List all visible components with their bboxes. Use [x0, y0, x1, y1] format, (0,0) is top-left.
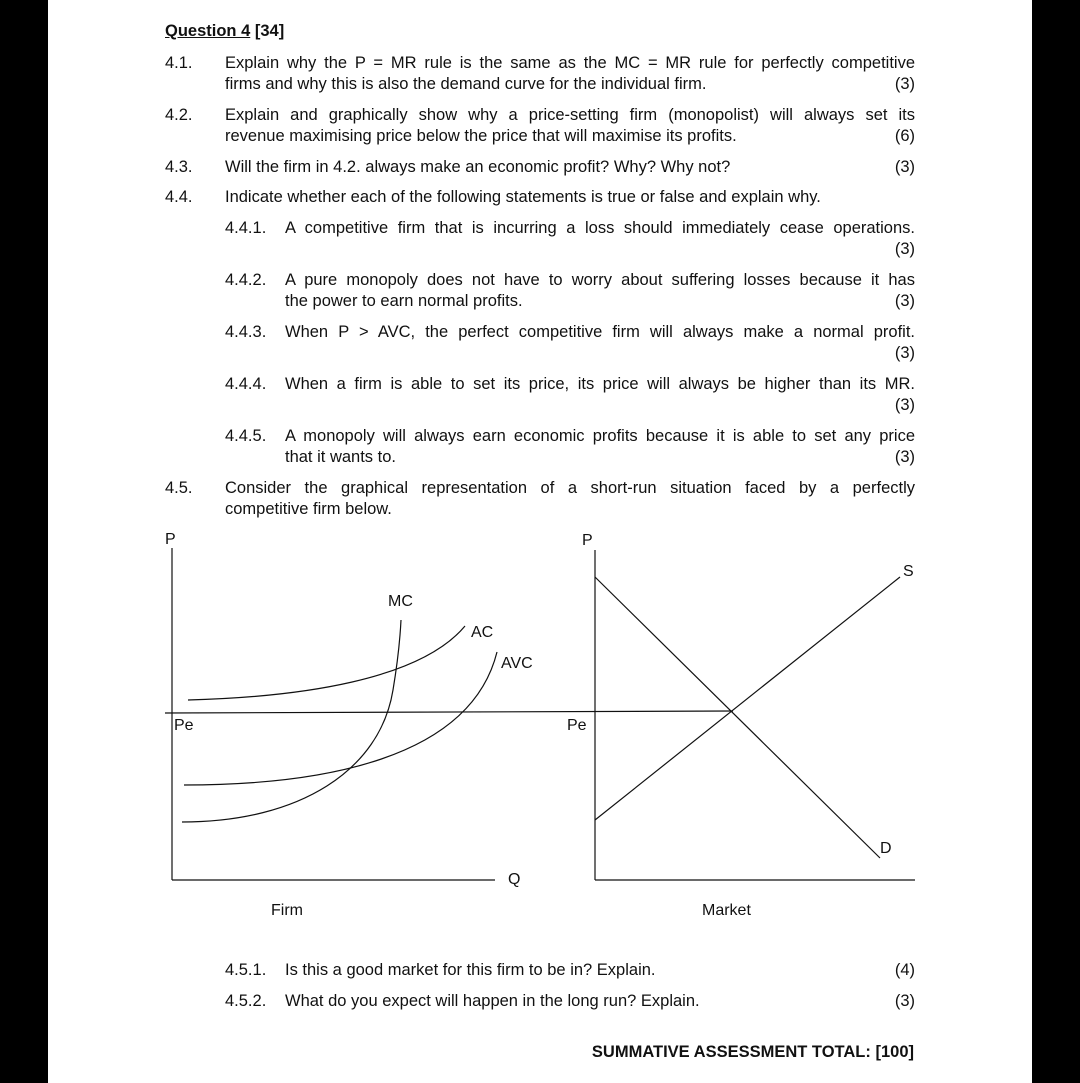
question-4-5-2-marks: (3): [894, 992, 915, 1010]
summative-total: SUMMATIVE ASSESSMENT TOTAL: [100]: [591, 1043, 914, 1061]
avc-curve: [184, 652, 497, 785]
question-4-3-line-1: Will the firm in 4.2. always make an economic profit? Why? Why not?: [225, 158, 731, 176]
ac-curve: [188, 626, 465, 700]
question-4-2-marks: (6): [894, 127, 915, 145]
question-4-4-4-marks: (3): [894, 396, 915, 414]
question-4-4-1-number: 4.4.1.: [225, 219, 267, 237]
question-4-4-2-number: 4.4.2.: [225, 271, 267, 289]
pe-price-line: [165, 711, 733, 713]
question-4-4-1-marks: (3): [894, 240, 915, 258]
question-4-2-number: 4.2.: [165, 106, 193, 124]
question-4-4-2-marks: (3): [894, 292, 915, 310]
market-caption: Market: [702, 902, 751, 919]
question-4-4-number: 4.4.: [165, 188, 193, 206]
demand-label: D: [880, 840, 892, 857]
avc-label: AVC: [501, 655, 533, 672]
mc-label: MC: [388, 593, 413, 610]
firm-y-axis-label: P: [165, 531, 176, 548]
question-4-4-line-1: Indicate whether each of the following statements is true or false and explain why.: [225, 188, 821, 206]
question-4-1-marks: (3): [894, 75, 915, 93]
firm-pe-label: Pe: [174, 717, 194, 734]
question-4-4-5-line-1: A monopoly will always earn economic profits because it is able to set any price: [285, 427, 915, 445]
question-4-5-line-1: Consider the graphical representation of a short-run situation faced by a perfectly: [225, 479, 915, 497]
ac-label: AC: [471, 624, 494, 641]
question-4-3-marks: (3): [894, 158, 915, 176]
question-4-4-3-marks: (3): [894, 344, 915, 362]
question-4-5-number: 4.5.: [165, 479, 193, 497]
question-4-2-line-1: Explain and graphically show why a price-setting firm (monopolist) will always set its: [225, 106, 915, 124]
question-4-4-4-line-1: When a firm is able to set its price, its price will always be higher than its MR.: [285, 375, 915, 393]
question-4-4-1-line-1: A competitive firm that is incurring a loss should immediately cease operations.: [285, 219, 915, 237]
supply-curve: [595, 577, 900, 820]
market-pe-label: Pe: [567, 717, 587, 734]
question-4-4-2-line-2: the power to earn normal profits.: [285, 292, 523, 310]
question-4-4-3-number: 4.4.3.: [225, 323, 267, 341]
question-heading-label: Question 4: [165, 22, 251, 40]
question-4-1-line-2: firms and why this is also the demand curve for the individual firm.: [225, 75, 707, 93]
question-4-4-5-number: 4.4.5.: [225, 427, 267, 445]
demand-curve: [595, 577, 880, 858]
question-4-5-1-marks: (4): [894, 961, 915, 979]
firm-caption: Firm: [271, 902, 303, 919]
supply-label: S: [903, 563, 914, 580]
question-4-4-5-line-2: that it wants to.: [285, 448, 396, 466]
question-4-5-1-text: Is this a good market for this firm to be in? Explain.: [285, 961, 656, 979]
question-4-1-line-1: Explain why the P = MR rule is the same as the MC = MR rule for perfectly competitive: [225, 54, 915, 72]
mc-curve: [182, 620, 401, 822]
question-4-4-5-marks: (3): [894, 448, 915, 466]
market-y-axis-label: P: [582, 532, 593, 549]
question-4-3-number: 4.3.: [165, 158, 193, 176]
question-4-1-number: 4.1.: [165, 54, 193, 72]
question-4-2-line-2: revenue maximising price below the price that will maximise its profits.: [225, 127, 737, 145]
question-4-5-line-2: competitive firm below.: [225, 500, 392, 518]
question-4-4-4-number: 4.4.4.: [225, 375, 267, 393]
question-heading-marks: [34]: [254, 22, 285, 40]
question-4-5-1-number: 4.5.1.: [225, 961, 267, 979]
question-4-5-2-number: 4.5.2.: [225, 992, 267, 1010]
question-4-4-2-line-1: A pure monopoly does not have to worry about suffering losses because it has: [285, 271, 915, 289]
question-4-5-2-text: What do you expect will happen in the long run? Explain.: [285, 992, 700, 1010]
question-4-4-3-line-1: When P > AVC, the perfect competitive firm will always make a normal profit.: [285, 323, 915, 341]
firm-x-axis-label: Q: [508, 871, 521, 888]
